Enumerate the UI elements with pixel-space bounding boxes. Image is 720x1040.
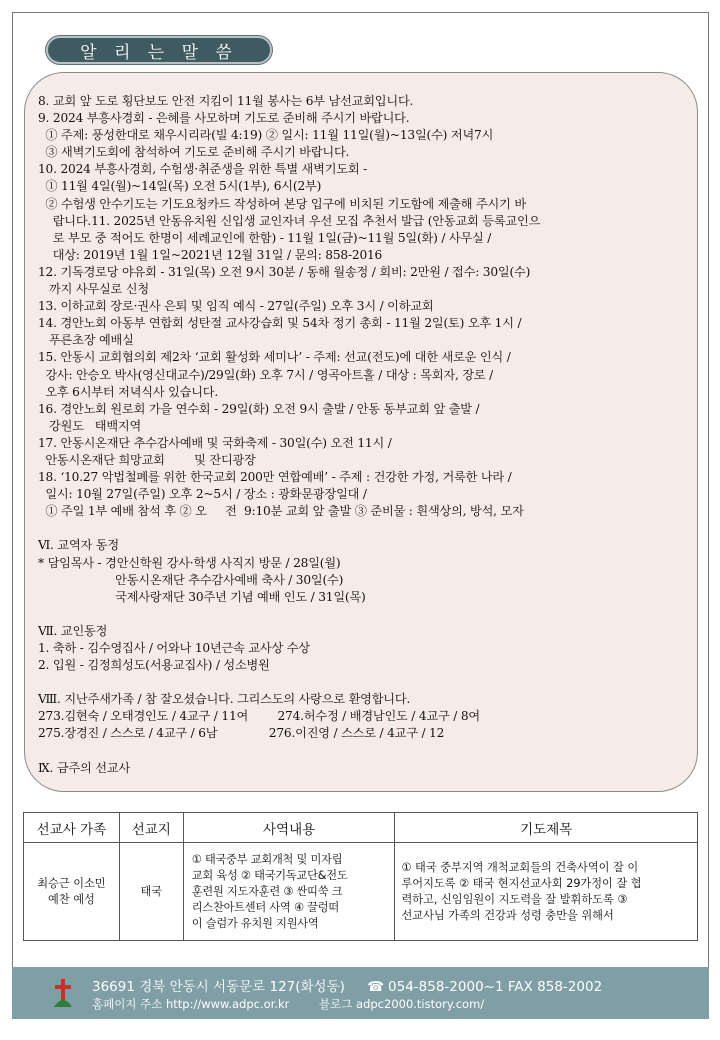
notice-line: Ⅶ. 교인동정	[38, 623, 108, 638]
notice-line: Ⅵ. 교역자 동정	[38, 538, 119, 553]
notice-line: ① 11월 4일(월)~14일(목) 오전 5시(1부), 6시(2부)	[38, 179, 322, 194]
notice-list	[38, 93, 678, 777]
notice-line: 12. 기독경로당 야유회 - 31일(목) 오전 9시 30분 / 동해 월송정 / 회비: 2만원 / 접수: 30일(수)	[38, 264, 531, 279]
ministry-line: 훈련원 지도자훈련 ③ 싼띠쑥 크	[191, 884, 343, 898]
family-line: 예찬 예성	[48, 892, 95, 906]
ministry-line: ① 태국중부 교회개척 및 미자립	[191, 852, 343, 866]
notice-line: 10. 2024 부흥사경회, 수험생·취준생을 위한 특별 새벽기도회 -	[38, 162, 368, 177]
notice-line: 18. ‘10.27 악법철폐를 위한 한국교회 200만 연합예배’ - 주제 : 건강한 가정, 거룩한 나라 /	[38, 470, 512, 485]
notice-line: ① 주제: 풍성한대로 채우시리라(빌 4:19) ② 일시: 11월 11일(월)~13일(수) 저녁7시	[38, 128, 494, 143]
header-country: 선교지	[119, 813, 183, 843]
ministry-line: 리스찬아트센터 사역 ④ 끌렁떠	[191, 900, 339, 914]
notice-line: ① 주일 1부 예배 참석 후 ② 오 전 9:10분 교회 앞 출발 ③ 준비물 : 흰색상의, 방석, 모자	[38, 504, 524, 519]
notice-line: 안동시온재단 추수감사예배 축사 / 30일(수)	[38, 572, 344, 587]
line-gap	[38, 743, 678, 760]
notice-line: 안동시온재단 희망교회 및 잔디광장	[38, 452, 256, 467]
telephone-icon: ☎	[367, 979, 385, 995]
footer-phone: 054-858-2000~1 FAX 858-2002	[388, 979, 603, 995]
cell-ministry	[183, 843, 395, 941]
cell-family	[24, 843, 120, 941]
notice-line: 273.김현숙 / 오태경인도 / 4교구 / 11여 274.허수정 / 배경남인도 / 4교구 / 8여	[38, 709, 480, 724]
notice-line: 15. 안동시 교회협의회 제2차 ‘교회 활성화 세미나’ - 주제: 선교(전도)에 대한 새로운 인식 /	[38, 350, 511, 365]
notice-line: 16. 경안노회 원로회 가을 연수회 - 29일(화) 오전 9시 출발 / 안동 동부교회 앞 출발 /	[38, 401, 480, 416]
header-family: 선교사 가족	[24, 813, 120, 843]
prayer-line: 루어지도록 ② 태국 현지선교사회 29가정이 잘 협	[401, 876, 642, 890]
notice-line: 오후 6시부터 저녁식사 있습니다.	[38, 384, 219, 399]
missionary-table	[23, 812, 698, 941]
notice-line: 랍니다.11. 2025년 안동유치원 신입생 교인자녀 우선 모집 추천서 발급 (안동교회 등록교인으	[38, 213, 541, 228]
section-title: 알 리 는 말 씀	[46, 36, 272, 64]
notice-line: 까지 사무실로 신청	[38, 282, 149, 297]
cell-country: 태국	[119, 843, 183, 941]
notice-line: 로 부모 중 적어도 한명이 세례교인에 한함) - 11월 1일(금)~11월 5일(화) / 사무실 /	[38, 230, 492, 245]
notice-line: 2. 입원 - 김정희성도(서용교집사) / 성소병원	[38, 658, 270, 673]
line-gap	[38, 606, 678, 623]
footer-address: 36691 경북 안동시 서동문로 127(화성동)	[92, 979, 345, 995]
table-header-row	[24, 813, 698, 843]
notice-line: Ⅷ. 지난주새가족 / 참 잘오셨습니다. 그리스도의 사랑으로 환영합니다.	[38, 692, 411, 707]
notice-line: 14. 경안노회 아동부 연합회 성탄절 교사강습회 및 54차 정기 총회 - 11월 2일(토) 오후 1시 /	[38, 316, 522, 331]
line-gap	[38, 520, 678, 537]
notice-line: * 담임목사 - 경안신학원 강사·학생 사직지 방문 / 28일(월)	[38, 555, 341, 570]
notice-line: ② 수험생 안수기도는 기도요청카드 작성하여 본당 입구에 비치된 기도함에 제출해 주시기 바	[38, 196, 526, 211]
notice-line: 17. 안동시온재단 추수감사예배 및 국화축제 - 30일(수) 오전 11시 /	[38, 435, 392, 450]
notice-line: ③ 새벽기도회에 참석하여 기도로 준비해 주시기 바랍니다.	[38, 145, 350, 160]
line-gap	[38, 674, 678, 691]
notice-line: 대상: 2019년 1월 1일~2021년 12월 31일 / 문의: 858-2016	[38, 247, 383, 262]
notice-line: 275.장경진 / 스스로 / 4교구 / 6남 276.이진영 / 스스로 / 4교구 / 12	[38, 726, 445, 741]
notice-line: 강원도 태백지역	[38, 418, 142, 433]
footer	[12, 967, 709, 1019]
header-prayer: 기도제목	[395, 813, 698, 843]
blog-link[interactable]: 블로그 adpc2000.tistory.com/	[319, 997, 485, 1011]
prayer-line: 선교사님 가족의 건강과 성령 충만을 위해서	[401, 908, 614, 922]
church-cross-logo-icon	[52, 977, 74, 1009]
table-row	[24, 843, 698, 941]
notice-line: 13. 이하교회 장로·권사 은퇴 및 임직 예식 - 27일(주일) 오후 3시 / 이하교회	[38, 299, 434, 314]
notice-line: 8. 교회 앞 도로 횡단보도 안전 지킴이 11월 봉사는 6부 남선교회입니다.	[38, 94, 414, 108]
family-line: 최승근 이소민	[37, 876, 106, 890]
notice-line: 일시: 10월 27일(주일) 오후 2~5시 / 장소 : 광화문광장일대 /	[38, 487, 367, 502]
prayer-line: 력하고, 신임임원이 지도력을 잘 발휘하도록 ③	[401, 892, 628, 906]
cell-prayer	[395, 843, 698, 941]
ministry-line: 이 슬럼가 유치원 지원사역	[191, 916, 319, 930]
notice-line: 9. 2024 부흥사경회 - 은혜를 사모하며 기도로 준비해 주시기 바랍니다.	[38, 111, 410, 126]
homepage-link[interactable]: 홈페이지 주소 http://www.adpc.or.kr	[92, 997, 290, 1011]
ministry-line: 교회 육성 ② 태국기독교단&전도	[191, 868, 348, 882]
footer-links-line	[92, 996, 484, 1012]
footer-address-line	[92, 975, 602, 995]
prayer-line: ① 태국 중부지역 개척교회들의 건축사역이 잘 이	[401, 860, 639, 874]
notice-line: 푸른초장 예배실	[38, 333, 134, 348]
notice-line: 1. 축하 - 김수영집사 / 어와나 10년근속 교사상 수상	[38, 641, 310, 655]
notice-line: 강사: 안승오 박사(영신대교수)/29일(화) 오후 7시 / 영곡아트홀 / 대상 : 목회자, 장로 /	[38, 367, 494, 382]
header-ministry: 사역내용	[183, 813, 395, 843]
notice-line: Ⅸ. 금주의 선교사	[38, 760, 131, 775]
notice-line: 국제사랑재단 30주년 기념 예배 인도 / 31일(목)	[38, 589, 366, 604]
